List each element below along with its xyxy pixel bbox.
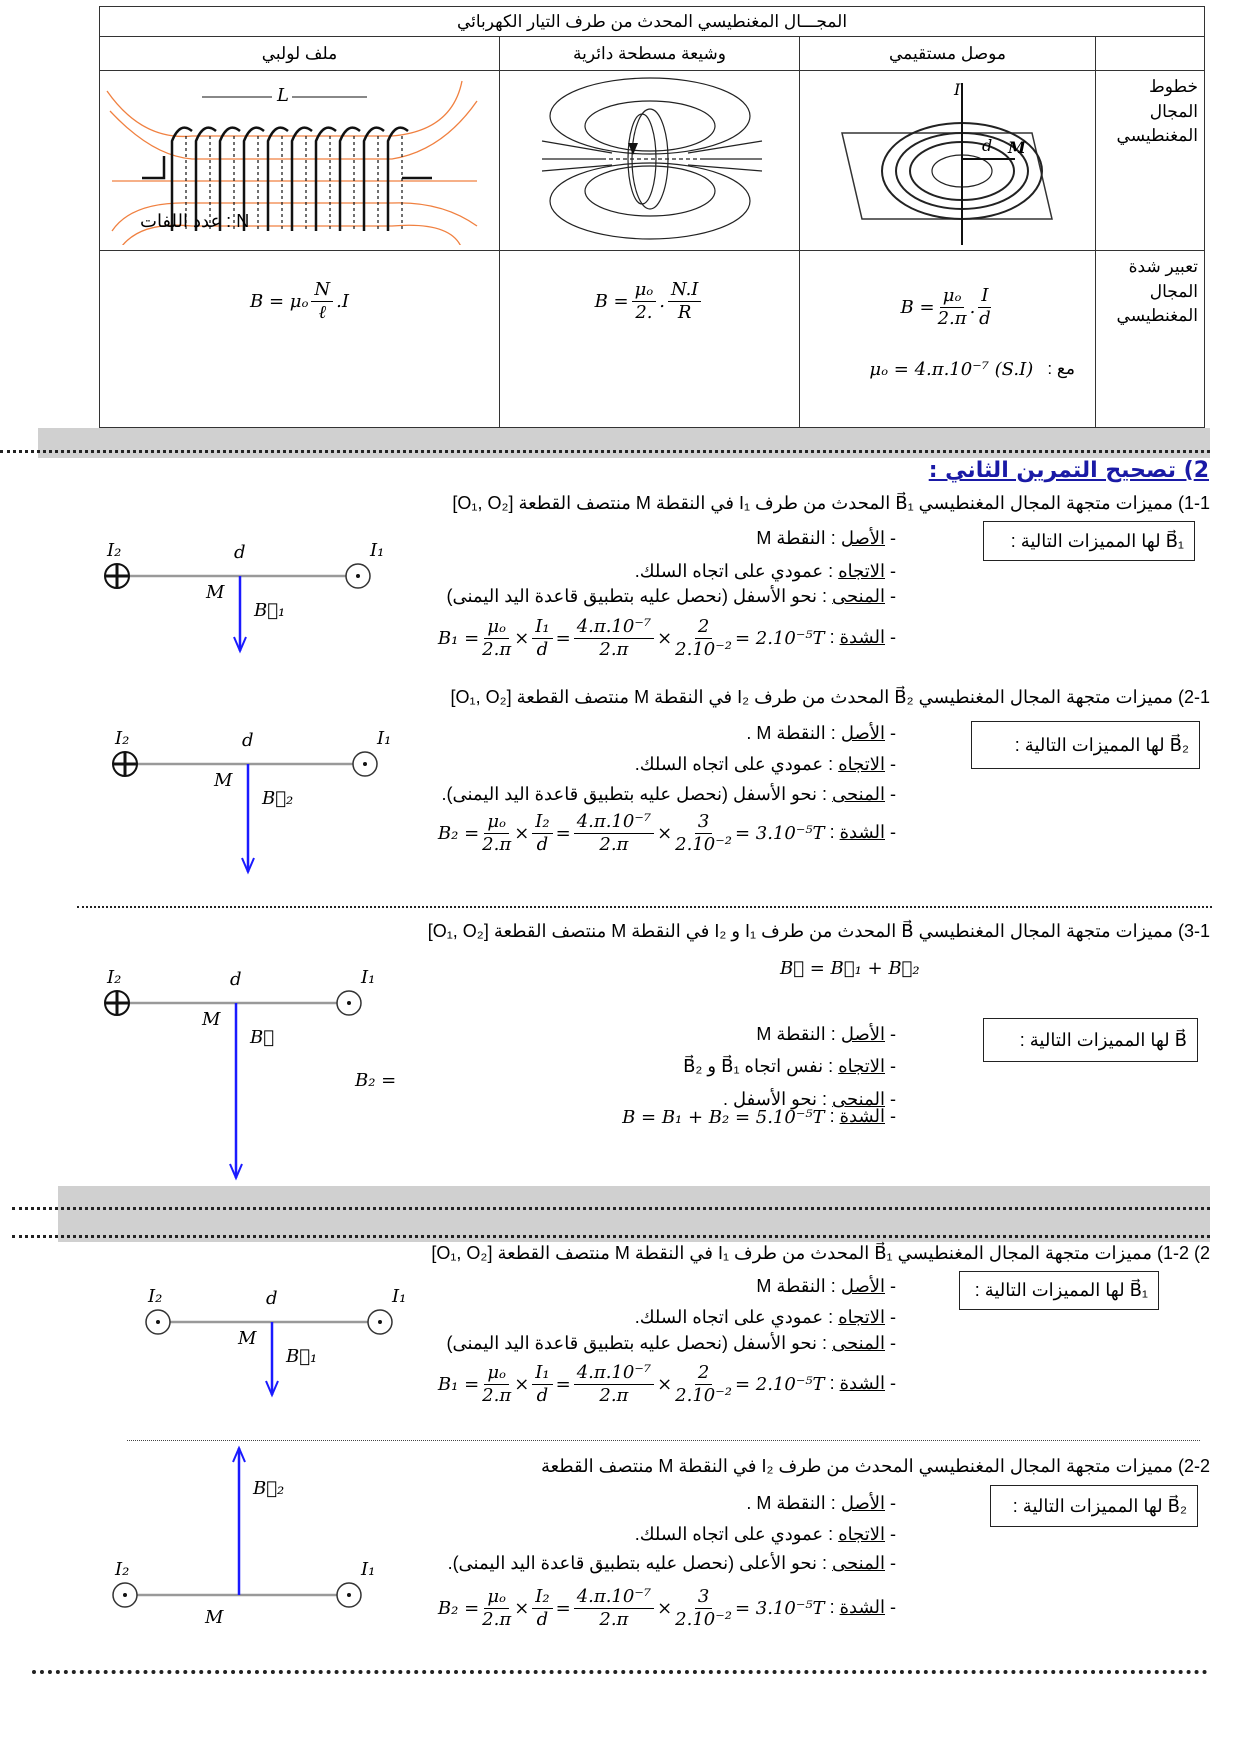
origin-value: : النقطة M xyxy=(756,1276,836,1296)
point-m-label: M xyxy=(206,582,225,603)
vector-label: B⃗ xyxy=(250,1027,275,1048)
direction-label: الاتجاه xyxy=(838,1307,885,1327)
direction-label: الاتجاه xyxy=(838,754,885,774)
sense-value: : نحو الأعلى (نحصل عليه بتطبيق قاعدة اليد اليمنى). xyxy=(447,1553,828,1573)
direction-value: : نفس اتجاه B⃗₁ و B⃗₂ xyxy=(683,1056,834,1076)
origin-line: - الأصل : النقطة M xyxy=(756,1024,896,1044)
solenoid-formula: B = μₒ N ℓ .I xyxy=(100,251,500,428)
formula-fraction: $\frac{\text{μₒ}}{2.\pi}$ xyxy=(482,811,512,855)
sense-line: - المنحى : نحو الأسفل (نحصل عليه بتطبيق قاعدة اليد اليمنى). xyxy=(441,784,896,804)
point-label: M xyxy=(1007,138,1026,157)
formula-term: = 2.10⁻⁵T xyxy=(734,627,825,649)
straight-wire-diagram xyxy=(800,71,1096,251)
left-current-label: I₂ xyxy=(107,967,122,988)
formula-term: B₁ = xyxy=(437,627,480,649)
formula-fraction: $\frac{3}{\text{2.10⁻²}}$ xyxy=(675,1586,732,1630)
formula-fraction: $\frac{\text{4.π.10⁻⁷}}{2.\pi}$ xyxy=(574,811,654,855)
formula-fraction: $\frac{\text{4.π.10⁻⁷}}{2.\pi}$ xyxy=(574,1586,654,1630)
formula-term: = xyxy=(555,822,571,844)
origin-label: الأصل xyxy=(840,528,885,548)
sense-value: : نحو الأسفل . xyxy=(723,1089,828,1109)
formula-fraction: $\frac{3}{\text{2.10⁻²}}$ xyxy=(675,811,732,855)
formula-term: = 2.10⁻⁵T xyxy=(734,1373,825,1395)
magnitude-line: - الشدة : B₂ = $\frac{\text{μₒ}}{2.\pi}$ × $\frac{\text{I₂}}{d}$ = $\frac{\text{4.π.10⁻⁷}}{2.\pi}$ × $\frac{3}{\text{2.10⁻²}}$ = 3.10⁻⁵T xyxy=(437,1586,896,1630)
origin-line: - الأصل : النقطة M xyxy=(756,528,896,548)
point-m-label: M xyxy=(205,1607,224,1628)
vector-sum: B⃗ = B⃗₁ + B⃗₂ xyxy=(780,958,920,979)
formula-fraction: $\frac{2}{\text{2.10⁻²}}$ xyxy=(675,616,732,660)
distance-label: d xyxy=(234,542,246,563)
formula-fraction: $\frac{\text{I₁}}{d}$ xyxy=(532,1362,552,1406)
direction-label: الاتجاه xyxy=(838,1524,885,1544)
formula-term: × xyxy=(514,822,530,844)
point-m-label: M xyxy=(202,1009,221,1030)
right-current-label: I₁ xyxy=(370,540,385,561)
sense-line: - المنحى : نحو الأسفل . xyxy=(723,1089,896,1109)
vector-label: B⃗₂ xyxy=(253,1478,285,1499)
direction-label: الاتجاه xyxy=(838,561,885,581)
sense-label: المنحى xyxy=(832,1553,885,1573)
sense-label: المنحى xyxy=(832,586,885,606)
wires-diagram xyxy=(0,0,500,1754)
col-solenoid: ملف لولبي xyxy=(100,37,500,71)
properties-box: B⃗₂ لها المميزات التالية : xyxy=(990,1485,1198,1527)
formula-term: × xyxy=(657,1597,673,1619)
formula-fraction: $\frac{\text{μₒ}}{2.\pi}$ xyxy=(482,616,512,660)
sense-value: : نحو الأسفل (نحصل عليه بتطبيق قاعدة اليد اليمنى). xyxy=(441,784,828,804)
col-straight-wire: موصل مستقيمي xyxy=(800,37,1096,71)
formula-fraction: $\frac{\text{μₒ}}{2.\pi}$ xyxy=(482,1586,512,1630)
formula-term: × xyxy=(657,822,673,844)
sense-line: - المنحى : نحو الأسفل (نحصل عليه بتطبيق قاعدة اليد اليمنى) xyxy=(446,586,896,606)
origin-label: الأصل xyxy=(840,1024,885,1044)
distance-label: d xyxy=(266,1288,278,1309)
sense-label: المنحى xyxy=(832,1333,885,1353)
properties-box: B⃗₂ لها المميزات التالية : xyxy=(971,721,1200,769)
point-m-label: M xyxy=(214,770,233,791)
formula-fraction: $\frac{2}{\text{2.10⁻²}}$ xyxy=(675,1362,732,1406)
formula-term: × xyxy=(514,1597,530,1619)
table-title: المجـــال المغنطيسي المحدث من طرف التيار الكهربائي xyxy=(100,7,1205,37)
magnitude-label: الشدة xyxy=(839,1596,885,1617)
row-label-field-magnitude: تعبير شدة المجال المغنطيسي xyxy=(1096,251,1205,428)
sense-line: - المنحى : نحو الأسفل (نحصل عليه بتطبيق قاعدة اليد اليمنى) xyxy=(446,1333,896,1353)
point-m-label: M xyxy=(238,1328,257,1349)
dot-current-icon xyxy=(337,1583,361,1607)
current-label: I xyxy=(953,80,960,99)
direction-label: الاتجاه xyxy=(838,1056,885,1076)
magnitude-label: الشدة xyxy=(839,821,885,842)
direction-line: - الاتجاه : عمودي على اتجاه السلك. xyxy=(634,1524,896,1544)
formula-term: B = B₁ + B₂ = 5.10⁻⁵T xyxy=(622,1106,825,1128)
right-current-label: I₁ xyxy=(361,967,376,988)
magnitude-label: الشدة xyxy=(839,626,885,647)
origin-value: : النقطة M . xyxy=(746,723,836,743)
mu0-value: μₒ = 4.π.10⁻⁷ (S.I) xyxy=(869,359,1034,381)
straight-wire-formula: B = $\frac{\text{μₒ}}{2.\pi}$ . I d مع : μₒ = 4.π.10⁻⁷ (S.I) xyxy=(800,251,1096,428)
flat-coil-diagram xyxy=(500,71,800,251)
part-header: 3-1) مميزات متجهة المجال المغنطيسي B⃗ المحدث من طرف I₁ و I₂ في النقطة M منتصف القطعة [O₁, O₂] xyxy=(427,921,1210,941)
formula-fraction: $\frac{\text{4.π.10⁻⁷}}{2.\pi}$ xyxy=(574,1362,654,1406)
formula-term: = xyxy=(555,627,571,649)
properties-box: B⃗₁ لها المميزات التالية : xyxy=(983,521,1195,561)
origin-value: : النقطة M xyxy=(756,528,836,548)
origin-label: الأصل xyxy=(840,1493,885,1513)
direction-line: - الاتجاه : نفس اتجاه B⃗₁ و B⃗₂ xyxy=(683,1056,896,1076)
magnitude-line: - الشدة : B₁ = $\frac{\text{μₒ}}{2.\pi}$ × $\frac{\text{I₁}}{d}$ = $\frac{\text{4.π.10⁻⁷}}{2.\pi}$ × $\frac{2}{\text{2.10⁻²}}$ = 2.10⁻⁵T xyxy=(437,1362,896,1406)
solenoid-turns-label: N : عدد اللفات xyxy=(140,211,250,231)
col-flat-coil: وشيعة مسطحة دائرية xyxy=(500,37,800,71)
magnitude-label: الشدة xyxy=(839,1372,885,1393)
formula-fraction: $\frac{\text{I₁}}{d}$ xyxy=(532,616,552,660)
vector-label: B⃗₁ xyxy=(254,600,286,621)
row-label-field-lines: خطوط المجال المغنطيسي xyxy=(1096,71,1205,251)
origin-line: - الأصل : النقطة M . xyxy=(746,1493,896,1513)
formula-term: × xyxy=(514,627,530,649)
dot-current-icon xyxy=(113,1583,137,1607)
right-current-label: I₁ xyxy=(377,728,392,749)
right-current-label: I₁ xyxy=(392,1286,407,1307)
formula-term: = 3.10⁻⁵T xyxy=(734,1597,825,1619)
length-label: L xyxy=(276,85,289,106)
left-current-label: I₂ xyxy=(107,540,122,561)
distance-label: d xyxy=(230,969,242,990)
formula-fraction: $\frac{\text{I₂}}{d}$ xyxy=(532,811,552,855)
formula-term: B₂ = xyxy=(437,1597,480,1619)
direction-value: : عمودي على اتجاه السلك. xyxy=(634,1307,834,1327)
sense-line: - المنحى : نحو الأعلى (نحصل عليه بتطبيق قاعدة اليد اليمنى). xyxy=(447,1553,896,1573)
magnitude-line: - الشدة : B₁ = $\frac{\text{μₒ}}{2.\pi}$ × $\frac{\text{I₁}}{d}$ = $\frac{\text{4.π.10⁻⁷}}{2.\pi}$ × $\frac{2}{\text{2.10⁻²}}$ = 2.10⁻⁵T xyxy=(437,616,896,660)
part-header: 2-2) مميزات متجهة المجال المغنطيسي المحدث من طرف I₂ في النقطة M منتصف القطعة xyxy=(540,1456,1210,1476)
formula-term: = 3.10⁻⁵T xyxy=(734,822,825,844)
formula-term: B₁ = xyxy=(437,1373,480,1395)
origin-line: - الأصل : النقطة M . xyxy=(746,723,896,743)
left-current-label: I₂ xyxy=(115,728,130,749)
direction-line: - الاتجاه : عمودي على اتجاه السلك. xyxy=(634,754,896,774)
part-header: 2) 1-2) مميزات متجهة المجال المغنطيسي B⃗₁ المحدث من طرف I₁ في النقطة M منتصف القطعة [O₁, O₂] xyxy=(431,1243,1210,1263)
properties-box: B⃗₁ لها المميزات التالية : xyxy=(959,1271,1159,1310)
direction-value: : عمودي على اتجاه السلك. xyxy=(634,754,834,774)
magnitude-label: الشدة xyxy=(839,1106,885,1126)
sense-value: : نحو الأسفل (نحصل عليه بتطبيق قاعدة اليد اليمنى) xyxy=(446,586,828,606)
distance-label: d xyxy=(242,730,254,751)
formula-fraction: $\frac{\text{4.π.10⁻⁷}}{2.\pi}$ xyxy=(574,616,654,660)
direction-value: : عمودي على اتجاه السلك. xyxy=(634,1524,834,1544)
flat-coil-formula: B = $\frac{\text{μₒ}}{2.}$ . N.I R xyxy=(500,251,800,428)
direction-line: - الاتجاه : عمودي على اتجاه السلك. xyxy=(634,1307,896,1327)
vector-label: B⃗₂ xyxy=(262,788,294,809)
formula-term: = xyxy=(555,1597,571,1619)
sense-label: المنحى xyxy=(832,784,885,804)
part-header: 2-1) مميزات متجهة المجال المغنطيسي B⃗₂ المحدث من طرف I₂ في النقطة M منتصف القطعة [O₁, O₂] xyxy=(450,687,1210,707)
magnitude-formula xyxy=(622,1107,825,1128)
formula-fraction: $\frac{\text{μₒ}}{2.\pi}$ xyxy=(482,1362,512,1406)
distance-label: d xyxy=(981,136,992,155)
mu0-note: مع : xyxy=(1047,359,1075,379)
origin-line: - الأصل : النقطة M xyxy=(756,1276,896,1296)
direction-value: : عمودي على اتجاه السلك. xyxy=(634,561,834,581)
vector-label: B⃗₁ xyxy=(286,1346,318,1367)
origin-value: : النقطة M xyxy=(756,1024,836,1044)
magnitude-line: - الشدة : B₂ = $\frac{\text{μₒ}}{2.\pi}$ × $\frac{\text{I₂}}{d}$ = $\frac{\text{4.π.10⁻⁷}}{2.\pi}$ × $\frac{3}{\text{2.10⁻²}}$ = 3.10⁻⁵T xyxy=(437,811,896,855)
formula-term: × xyxy=(657,1373,673,1395)
part-header: 1-1) مميزات متجهة المجال المغنطيسي B⃗₁ المحدث من طرف I₁ في النقطة M منتصف القطعة [O₁, O₂] xyxy=(452,493,1210,513)
left-current-label: I₂ xyxy=(115,1559,130,1580)
properties-box: B⃗ لها المميزات التالية : xyxy=(983,1018,1198,1062)
origin-value: : النقطة M . xyxy=(746,1493,836,1513)
sense-value: : نحو الأسفل (نحصل عليه بتطبيق قاعدة اليد اليمنى) xyxy=(446,1333,828,1353)
left-current-label: I₂ xyxy=(148,1286,163,1307)
origin-label: الأصل xyxy=(840,1276,885,1296)
direction-line: - الاتجاه : عمودي على اتجاه السلك. xyxy=(634,561,896,581)
exercise-title: 2) تصحيح التمرين الثاني : xyxy=(928,458,1209,483)
formula-term: × xyxy=(657,627,673,649)
magnitude-line: - الشدة : B = B₁ + B₂ = 5.10⁻⁵T xyxy=(622,1106,896,1128)
formula-fraction: $\frac{\text{I₂}}{d}$ xyxy=(532,1586,552,1630)
formula-term: = xyxy=(555,1373,571,1395)
origin-label: الأصل xyxy=(840,723,885,743)
sense-label: المنحى xyxy=(832,1089,885,1109)
side-note: B₂ = xyxy=(355,1070,397,1091)
formula-term: × xyxy=(514,1373,530,1395)
right-current-label: I₁ xyxy=(361,1559,376,1580)
formula-term: B₂ = xyxy=(437,822,480,844)
